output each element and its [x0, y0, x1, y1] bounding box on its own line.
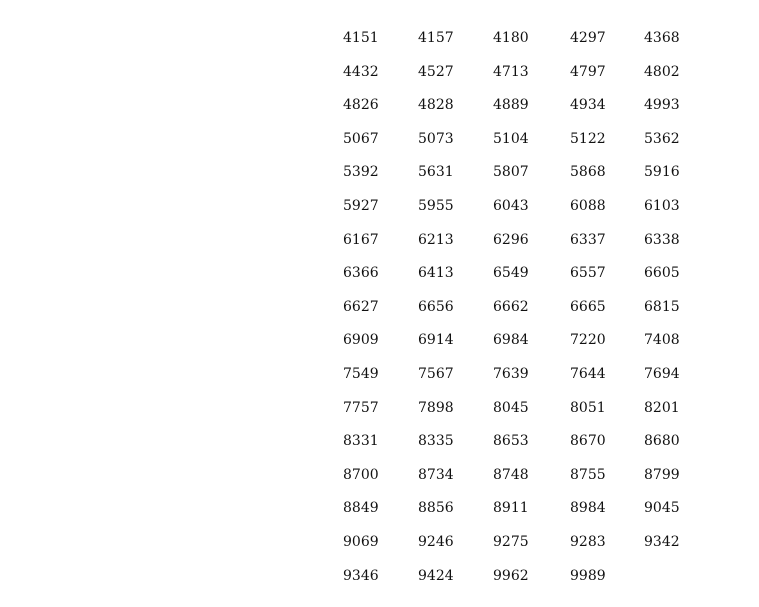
table-cell: 9246 [418, 533, 454, 550]
table-cell: 5362 [644, 130, 680, 147]
table-cell: 5392 [343, 164, 379, 181]
table-cell: 8670 [570, 433, 606, 450]
table-cell: 4432 [343, 63, 379, 80]
table-cell: 8799 [644, 466, 680, 483]
table-cell: 9424 [418, 567, 454, 584]
table-cell: 6213 [418, 231, 454, 248]
table-cell: 9989 [570, 567, 606, 584]
table-cell: 5122 [570, 130, 606, 147]
table-cell: 6909 [343, 332, 379, 349]
table-cell: 5916 [644, 164, 680, 181]
table-cell: 6103 [644, 197, 680, 214]
table-cell: 9283 [570, 533, 606, 550]
table-row [343, 498, 694, 532]
table-cell: 6665 [570, 298, 606, 315]
table-cell: 4180 [493, 30, 529, 46]
table-cell: 9962 [493, 567, 529, 584]
table-cell: 4934 [570, 97, 606, 114]
table-cell: 5868 [570, 164, 606, 181]
table-cell: 6627 [343, 298, 379, 315]
table-row [343, 263, 694, 297]
table-cell: 8734 [418, 466, 454, 483]
table-cell: 8849 [343, 500, 379, 517]
table-cell: 8045 [493, 399, 529, 416]
table-cell: 4993 [644, 97, 680, 114]
table-cell: 4797 [570, 63, 606, 80]
table-row [343, 297, 694, 331]
table-cell: 6914 [418, 332, 454, 349]
table-cell: 8984 [570, 500, 606, 517]
table-cell: 9069 [343, 533, 379, 550]
table-cell: 6043 [493, 197, 529, 214]
table-cell: 6984 [493, 332, 529, 349]
table-cell [644, 566, 694, 600]
table-cell: 4826 [343, 97, 379, 114]
table-row [343, 162, 694, 196]
table-row [343, 129, 694, 163]
table-cell: 6366 [343, 265, 379, 282]
table-cell: 7898 [418, 399, 454, 416]
number-table-body [343, 28, 694, 599]
table-cell: 6413 [418, 265, 454, 282]
number-table [343, 28, 694, 599]
table-row [343, 398, 694, 432]
table-cell: 4828 [418, 97, 454, 114]
table-cell: 5927 [343, 197, 379, 214]
table-row [343, 95, 694, 129]
table-cell: 5631 [418, 164, 454, 181]
table-cell: 9346 [343, 567, 379, 584]
table-row [343, 465, 694, 499]
table-cell: 5067 [343, 130, 379, 147]
table-cell: 6549 [493, 265, 529, 282]
table-cell: 7639 [493, 365, 529, 382]
table-cell: 7220 [570, 332, 606, 349]
table-cell: 4527 [418, 63, 454, 80]
table-cell: 4297 [570, 30, 606, 46]
table-cell: 8911 [493, 500, 529, 517]
table-cell: 6088 [570, 197, 606, 214]
table-cell: 5807 [493, 164, 529, 181]
table-cell: 9275 [493, 533, 529, 550]
table-cell: 6296 [493, 231, 529, 248]
table-row [343, 364, 694, 398]
table-cell: 7694 [644, 365, 680, 382]
table-cell: 5104 [493, 130, 529, 147]
table-row [343, 196, 694, 230]
table-cell: 6605 [644, 265, 680, 282]
table-cell: 4802 [644, 63, 680, 80]
table-cell: 4889 [493, 97, 529, 114]
table-cell: 8700 [343, 466, 379, 483]
table-cell: 6815 [644, 298, 680, 315]
table-cell: 9342 [644, 533, 680, 550]
table-cell: 8856 [418, 500, 454, 517]
table-cell: 8748 [493, 466, 529, 483]
table-cell: 4157 [418, 30, 454, 46]
table-cell: 5073 [418, 130, 454, 147]
table-cell: 8653 [493, 433, 529, 450]
table-cell: 8755 [570, 466, 606, 483]
table-cell: 8680 [644, 433, 680, 450]
table-cell: 7644 [570, 365, 606, 382]
table-cell: 6656 [418, 298, 454, 315]
table-cell: 7408 [644, 332, 680, 349]
table-cell: 4368 [644, 30, 680, 46]
table-cell: 9045 [644, 500, 680, 517]
table-row [343, 330, 694, 364]
table-cell: 7567 [418, 365, 454, 382]
table-row [343, 566, 694, 600]
table-row [343, 431, 694, 465]
table-cell: 4713 [493, 63, 529, 80]
table-cell: 5955 [418, 197, 454, 214]
table-cell: 6338 [644, 231, 680, 248]
table-row [343, 230, 694, 264]
table-cell: 6167 [343, 231, 379, 248]
table-row [343, 28, 694, 62]
table-cell: 7549 [343, 365, 379, 382]
table-cell: 8201 [644, 399, 680, 416]
table-row [343, 62, 694, 96]
table-cell: 6337 [570, 231, 606, 248]
table-cell: 8335 [418, 433, 454, 450]
table-cell: 8051 [570, 399, 606, 416]
table-cell: 6557 [570, 265, 606, 282]
table-cell: 8331 [343, 433, 379, 450]
table-cell: 7757 [343, 399, 379, 416]
table-cell: 4151 [343, 30, 379, 46]
table-cell: 6662 [493, 298, 529, 315]
table-row [343, 532, 694, 566]
